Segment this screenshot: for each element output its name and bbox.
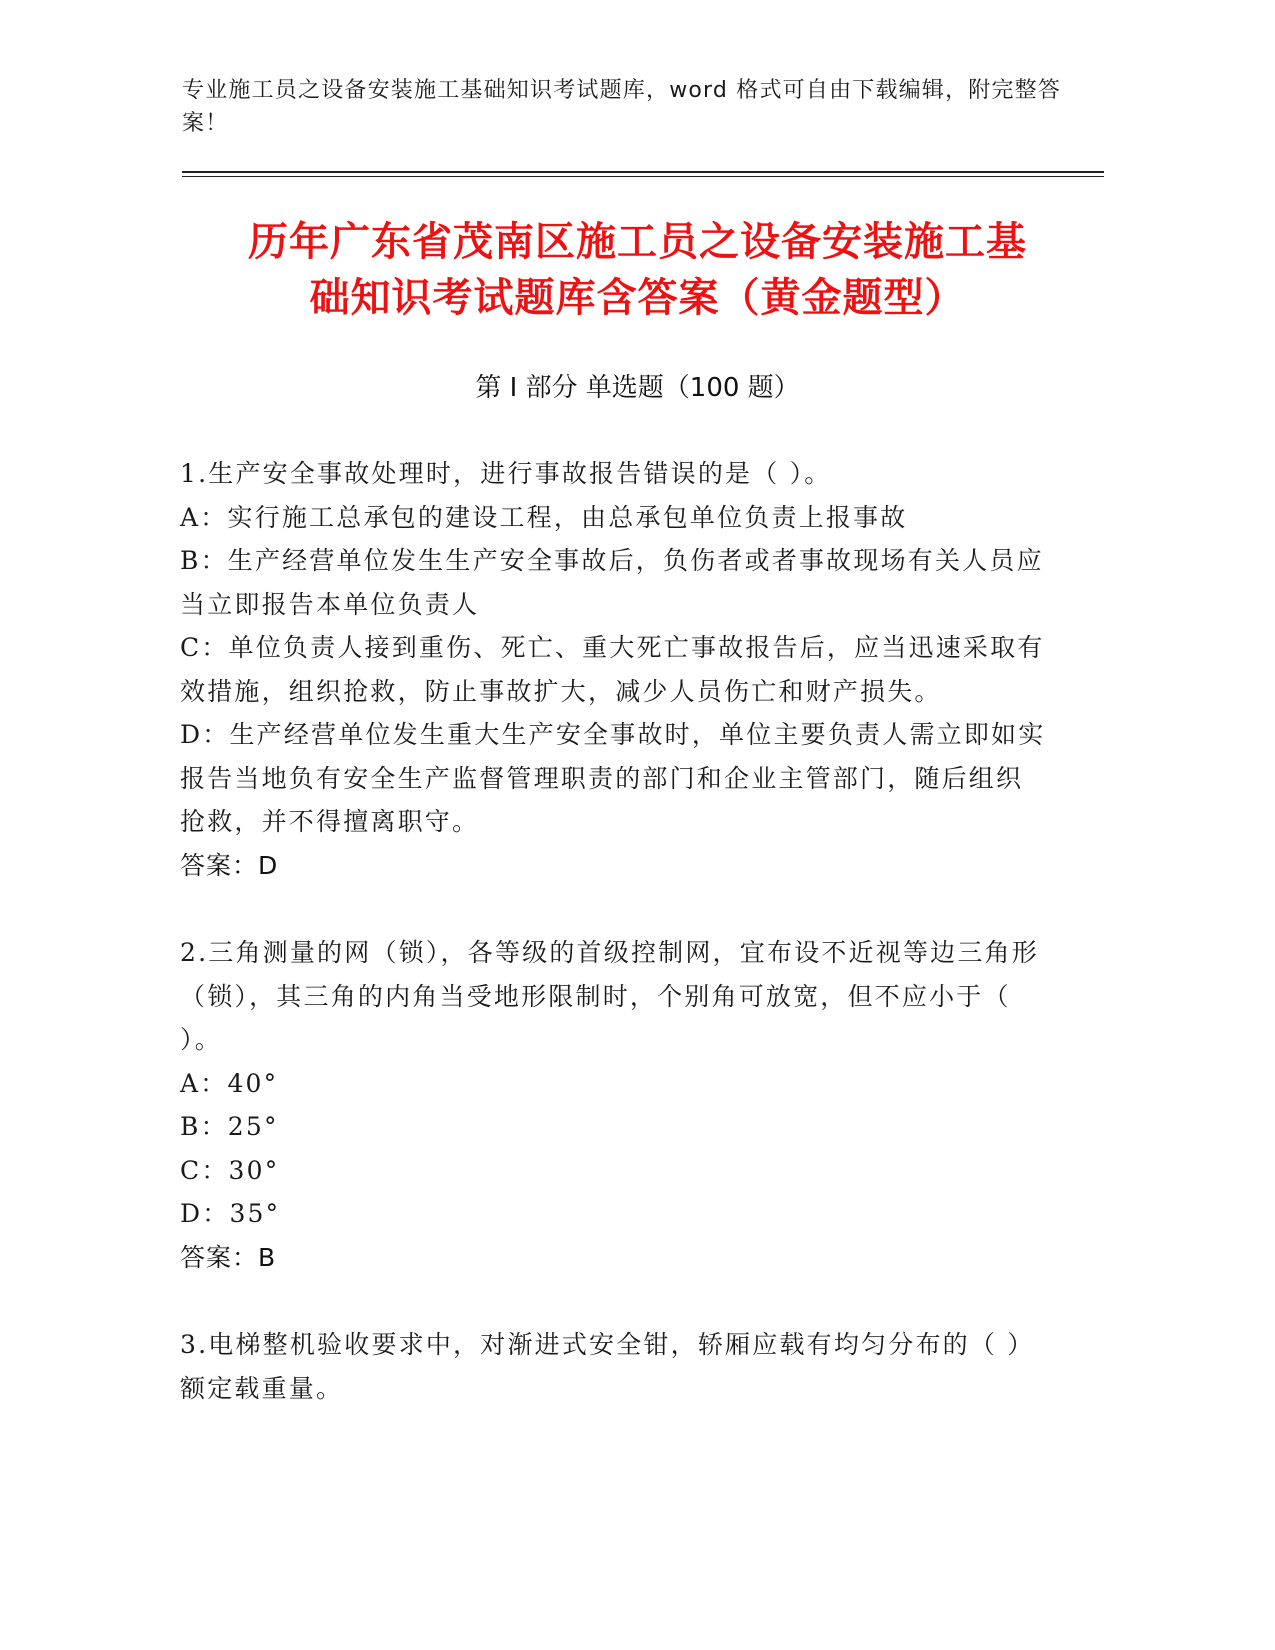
question-item xyxy=(180,452,1050,887)
answer-option-a: A：实行施工总承包的建设工程，由总承包单位负责上报事故 xyxy=(180,502,908,532)
header-note: 专业施工员之设备安装施工基础知识考试题库，word 格式可自由下载编辑，附完整答案！ xyxy=(182,78,1062,136)
document-title-line-2: 础知识考试题库含答案（黄金题型） xyxy=(309,275,966,321)
document-title-line-1: 历年广东省茂南区施工员之设备安装施工基 xyxy=(248,219,1027,265)
question-stem: 1.生产安全事故处理时，进行事故报告错误的是（ ）。 xyxy=(180,459,832,488)
document-title xyxy=(180,214,1095,326)
question-list xyxy=(180,452,1050,1454)
answer-key: 答案：B xyxy=(180,1242,277,1272)
section-title: 第 I 部分 单选题（100 题） xyxy=(475,373,800,403)
answer-option-c: C：单位负责人接到重伤、死亡、重大死亡事故报告后，应当迅速采取有效措施，组织抢救，防止事故扩大，减少人员伤亡和财产损失。 xyxy=(180,633,1045,706)
answer-option-d: D：生产经营单位发生重大生产安全事故时，单位主要负责人需立即如实报告当地负有安全生产监督管理职责的部门和企业主管部门，随后组织抢救，并不得擅离职守。 xyxy=(180,720,1046,836)
question-stem: 3.电梯整机验收要求中，对渐进式安全钳，轿厢应载有均匀分布的（ ）额定载重量。 xyxy=(180,1330,1035,1403)
answer-option-c: C：30° xyxy=(180,1155,280,1185)
answer-option-b: B：25° xyxy=(180,1112,279,1141)
answer-option-d: D：35° xyxy=(180,1199,281,1228)
answer-option-a: A：40° xyxy=(180,1068,279,1098)
question-item xyxy=(180,1323,1050,1410)
answer-option-b: B：生产经营单位发生生产安全事故后，负伤者或者事故现场有关人员应当立即报告本单位负责人 xyxy=(180,546,1044,619)
header-divider-thin xyxy=(182,176,1104,177)
answer-key: 答案：D xyxy=(180,850,279,880)
question-stem: 2.三角测量的网（锁），各等级的首级控制网，宜布设不近视等边三角形（锁），其三角的内角当受地形限制时，个别角可放宽，但不应小于（ ）。 xyxy=(180,938,1039,1054)
header-divider-thick xyxy=(182,171,1104,173)
question-item xyxy=(180,931,1050,1279)
